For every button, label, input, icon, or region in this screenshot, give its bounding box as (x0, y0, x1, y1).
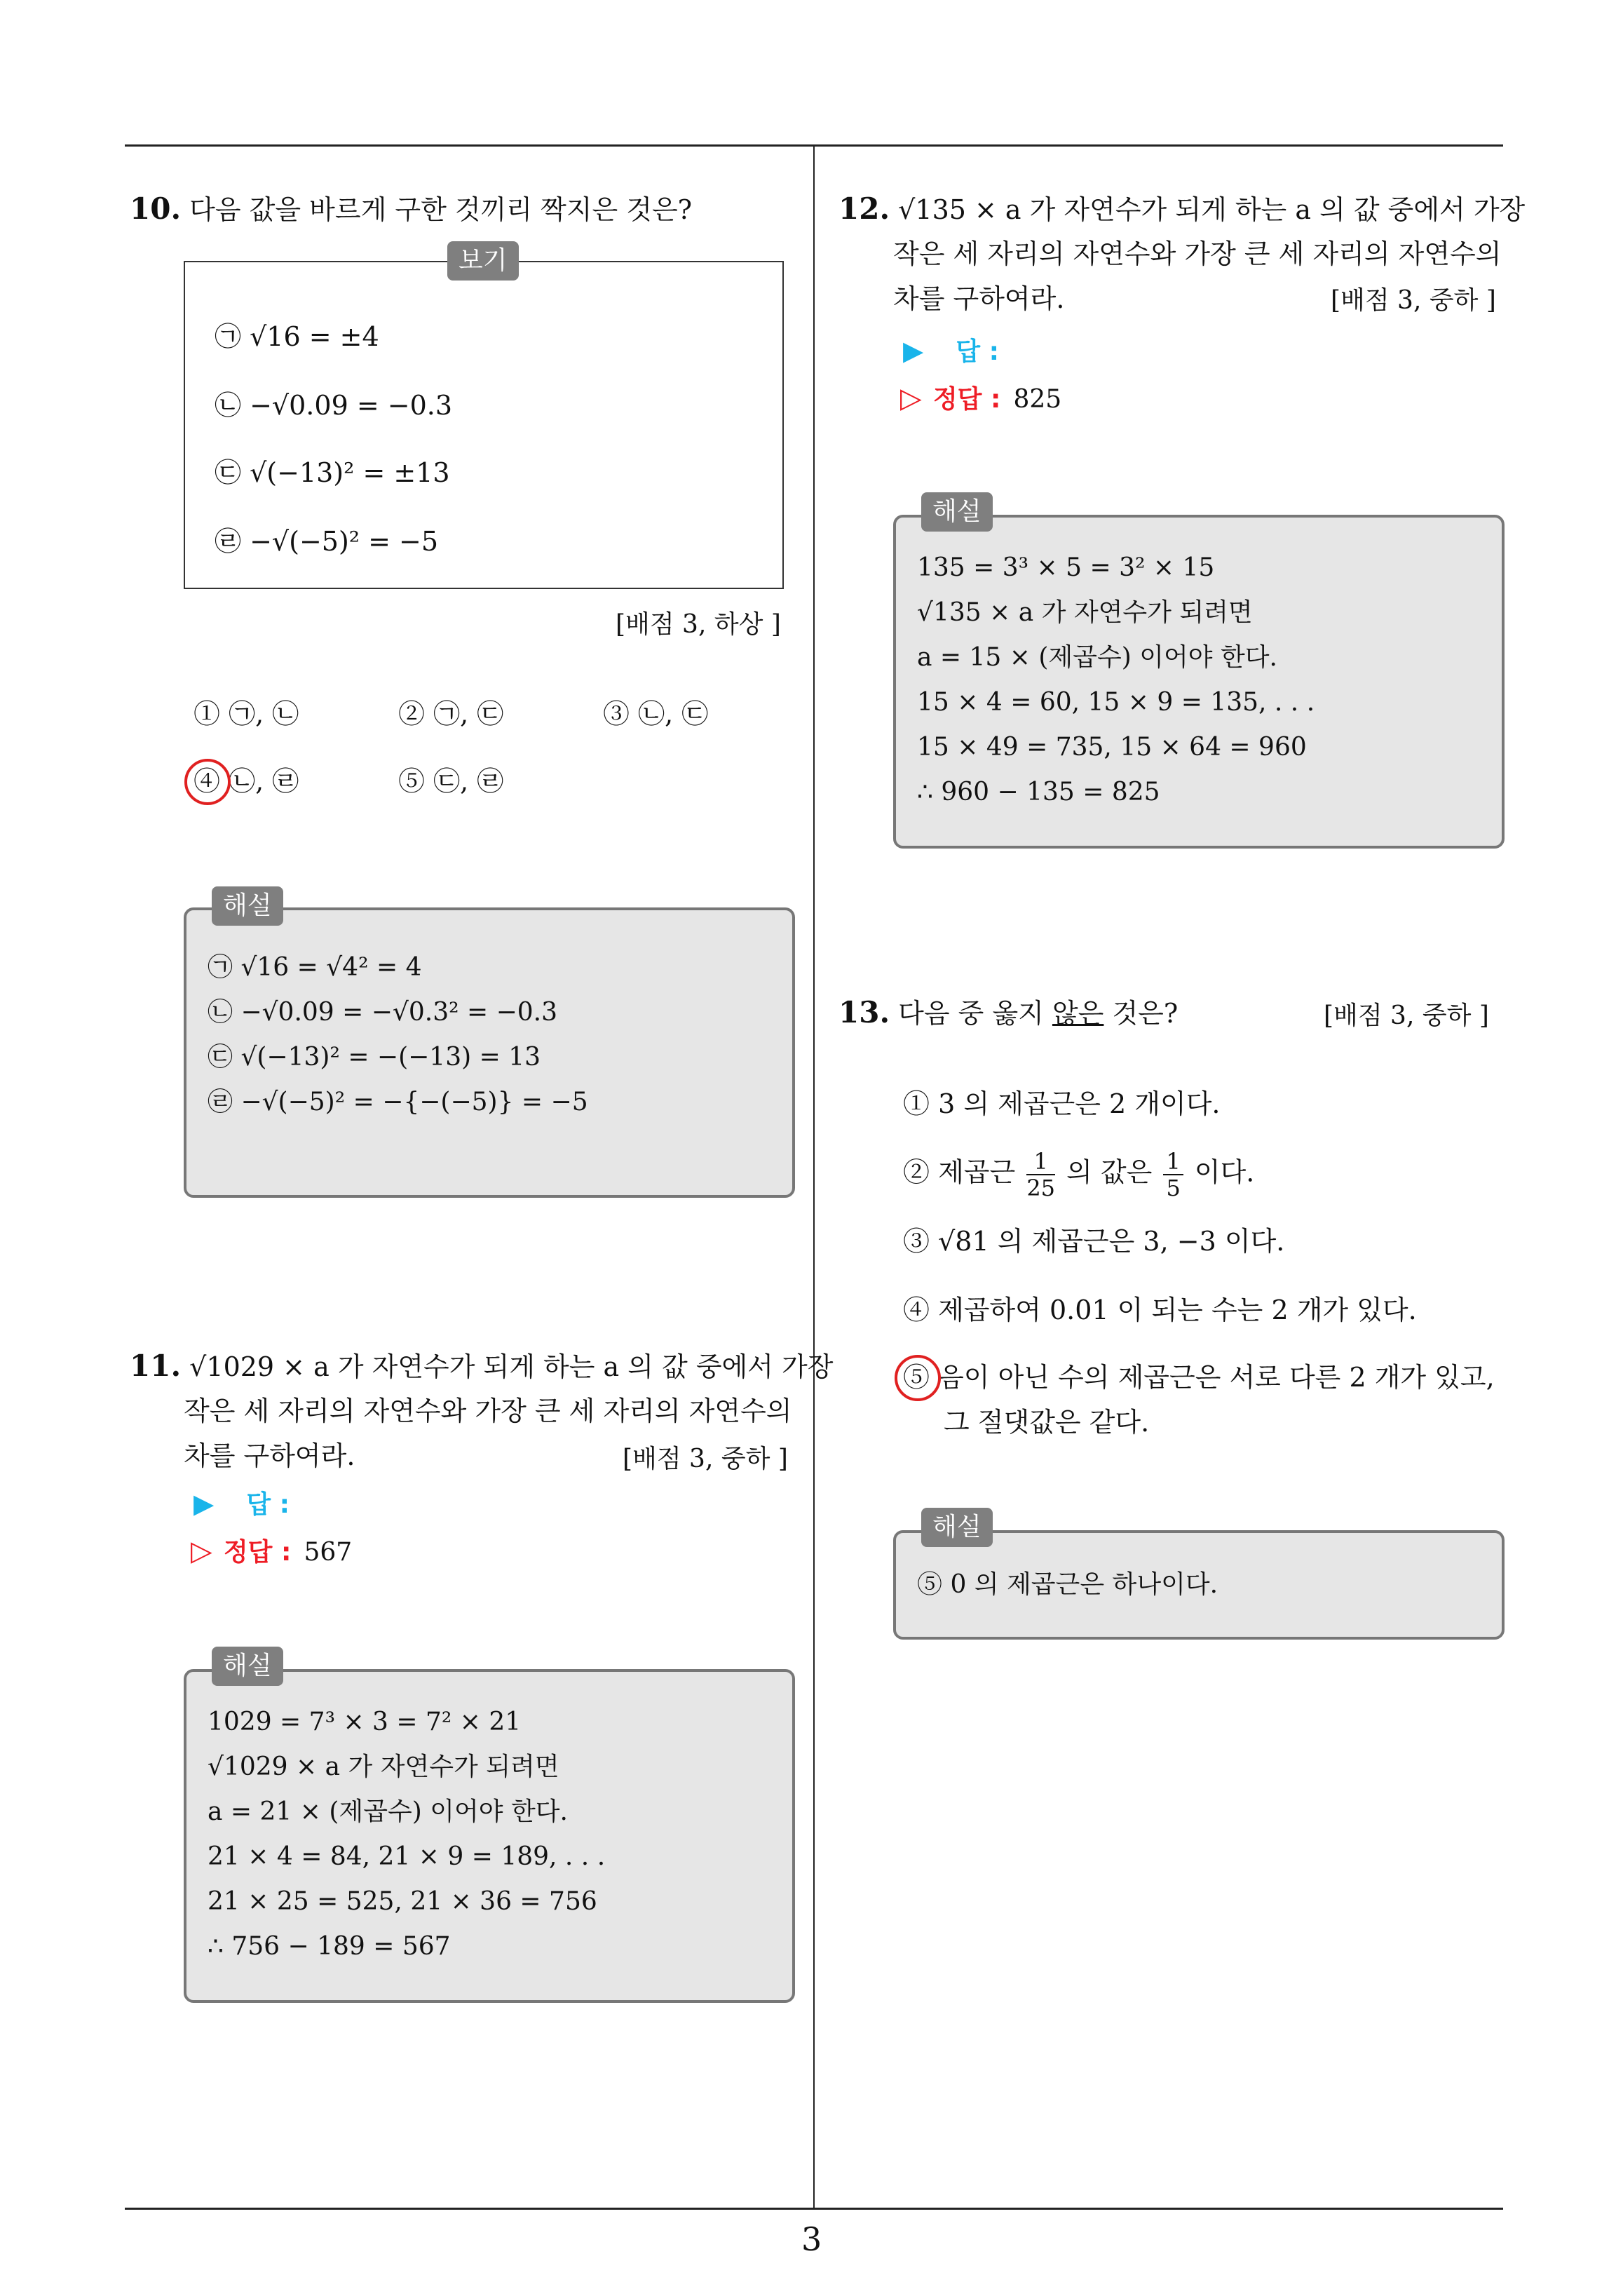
q13-number: 13. (838, 995, 890, 1029)
q11-number: 11. (130, 1349, 182, 1383)
q13-stem (838, 990, 1178, 1036)
q13-text-before: 다음 중 옳지 (898, 998, 1052, 1029)
q13-option-4[interactable]: ④ 제곱하여 0.01 이 되는 수는 2 개가 있다. (903, 1295, 1417, 1325)
q11-meta: [배점 3, 중하 ] (623, 1445, 788, 1473)
q13-option-5-line-2: 그 절댓값은 같다. (944, 1407, 1150, 1438)
q13-option-2-fraction-1 (1026, 1149, 1055, 1201)
q10-bogi-item-1: ㉠ √16 = ±4 (215, 321, 379, 352)
q12-answer-row[interactable] (903, 328, 999, 374)
q11-stem-line-3: 차를 구하여라. (184, 1440, 355, 1471)
q12-solution-line-3: a = 15 × (제곱수) 이어야 한다. (917, 643, 1278, 672)
q10-solution-line-2: ㉡ −√0.09 = −√0.3² = −0.3 (208, 998, 558, 1027)
q11-stem-line-2: 작은 세 자리의 자연수와 가장 큰 세 자리의 자연수의 (184, 1396, 792, 1426)
q10-option-2[interactable]: ② ㉠, ㉢ (398, 698, 504, 729)
q12-text-1: √135 × a 가 자연수가 되게 하는 a 의 값 중에서 가장 (898, 194, 1526, 225)
q12-solution-label: 해설 (921, 492, 993, 532)
q12-solution-line-5: 15 × 49 = 735, 15 × 64 = 960 (917, 733, 1307, 762)
q13-option-2-mid: 의 값은 (1066, 1156, 1153, 1188)
q10-solution-line-4: ㉣ −√(−5)² = −{−(−5)} = −5 (208, 1088, 588, 1116)
q11-answer-arrow-icon: ▶ (193, 1488, 215, 1519)
q12-key-row (900, 376, 1061, 422)
q11-key-row (191, 1529, 352, 1575)
q10-stem (130, 187, 692, 232)
q11-solution-line-6: ∴ 756 − 189 = 567 (208, 1932, 451, 1961)
q10-bogi-item-4: ㉣ −√(−5)² = −5 (215, 526, 439, 557)
q11-answer-row[interactable] (193, 1481, 290, 1527)
q10-option-4[interactable]: ④ ㉡, ㉣ (193, 766, 299, 797)
q11-solution-line-2: √1029 × a 가 자연수가 되려면 (208, 1753, 559, 1781)
q11-key-arrow-icon: ▷ (191, 1535, 212, 1567)
q13-text-underlined: 않은 (1052, 998, 1104, 1029)
q12-stem-line-1 (838, 187, 1525, 232)
q10-option-5[interactable]: ⑤ ㉢, ㉣ (398, 766, 504, 797)
q12-key-arrow-icon: ▷ (900, 382, 922, 414)
q13-frac2-denominator: 5 (1166, 1175, 1181, 1201)
q12-solution-line-2: √135 × a 가 자연수가 되려면 (917, 598, 1253, 627)
q10-text: 다음 값을 바르게 구한 것끼리 짝지은 것은? (189, 194, 693, 225)
bottom-rule (125, 2208, 1503, 2210)
q10-bogi-item-3: ㉢ √(−13)² = ±13 (215, 457, 450, 488)
q10-bogi-label: 보기 (447, 241, 519, 281)
q11-solution-line-4: 21 × 4 = 84, 21 × 9 = 189, . . . (208, 1842, 606, 1871)
q13-text-after: 것은? (1103, 998, 1179, 1029)
q12-answer-arrow-icon: ▶ (903, 335, 924, 366)
q11-key-label: 정답 : (223, 1538, 292, 1567)
q13-option-2-post: 이다. (1194, 1156, 1255, 1188)
q12-stem-line-3: 차를 구하여라. (893, 283, 1065, 314)
q13-option-1[interactable]: ① 3 의 제곱근은 2 개이다. (903, 1088, 1221, 1119)
q13-frac1-denominator: 25 (1026, 1175, 1056, 1201)
q10-meta: [배점 3, 하상 ] (616, 610, 781, 639)
q12-solution-line-4: 15 × 4 = 60, 15 × 9 = 135, . . . (917, 688, 1315, 717)
q12-meta: [배점 3, 중하 ] (1331, 286, 1496, 315)
q13-option-2-fraction-2 (1163, 1149, 1183, 1201)
q10-bogi-item-2: ㉡ −√0.09 = −0.3 (215, 390, 453, 421)
q10-option-3[interactable]: ③ ㉡, ㉢ (603, 698, 709, 729)
q10-solution-line-3: ㉢ √(−13)² = −(−13) = 13 (208, 1043, 541, 1072)
q10-number: 10. (130, 191, 182, 226)
q12-number: 12. (838, 191, 890, 226)
q11-stem-line-1 (130, 1344, 833, 1389)
q12-key-label: 정답 : (932, 385, 1001, 414)
q10-selected-mark (184, 759, 231, 805)
q10-solution-line-1: ㉠ √16 = √4² = 4 (208, 953, 422, 982)
q13-meta: [배점 3, 중하 ] (1324, 1001, 1489, 1030)
q13-option-2-pre: ② 제곱근 (903, 1156, 1016, 1188)
q10-solution-label: 해설 (212, 886, 283, 926)
q11-solution-line-1: 1029 = 7³ × 3 = 7² × 21 (208, 1708, 522, 1736)
q13-option-2[interactable] (903, 1149, 1254, 1201)
page-number: 3 (801, 2220, 822, 2258)
column-divider (813, 144, 815, 2209)
q13-selected-mark (895, 1355, 941, 1401)
q13-solution-label: 해설 (921, 1508, 993, 1547)
q11-key-value: 567 (304, 1538, 353, 1567)
q13-option-3[interactable]: ③ √81 의 제곱근은 3, −3 이다. (903, 1226, 1285, 1257)
q12-solution-line-6: ∴ 960 − 135 = 825 (917, 778, 1160, 806)
q13-option-5[interactable]: ⑤ 음이 아닌 수의 제곱근은 서로 다른 2 개가 있고, (903, 1362, 1495, 1393)
q12-key-value: 825 (1013, 385, 1062, 414)
q12-answer-label: 답 : (956, 337, 1000, 366)
q10-option-1[interactable]: ① ㉠, ㉡ (193, 698, 299, 729)
q12-stem-line-2: 작은 세 자리의 자연수와 가장 큰 세 자리의 자연수의 (893, 238, 1502, 269)
q13-frac2-numerator: 1 (1163, 1149, 1183, 1175)
q12-solution-line-1: 135 = 3³ × 5 = 3² × 15 (917, 553, 1215, 582)
q11-text-1: √1029 × a 가 자연수가 되게 하는 a 의 값 중에서 가장 (189, 1351, 834, 1382)
q11-solution-line-5: 21 × 25 = 525, 21 × 36 = 756 (208, 1887, 597, 1916)
q13-frac1-numerator: 1 (1026, 1149, 1055, 1175)
q11-solution-label: 해설 (212, 1647, 283, 1686)
q13-solution-line-1: ⑤ 0 의 제곱근은 하나이다. (917, 1570, 1218, 1599)
q11-solution-line-3: a = 21 × (제곱수) 이어야 한다. (208, 1797, 569, 1826)
q11-answer-label: 답 : (246, 1490, 290, 1519)
